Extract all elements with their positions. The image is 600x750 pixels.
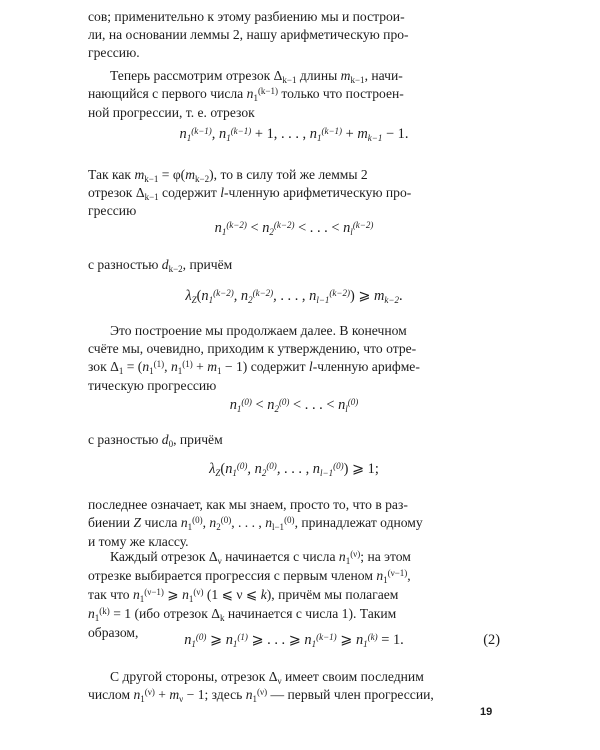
page-number: 19 <box>480 706 493 718</box>
equation-6: $n_1^{(0)}$ ⩾ $n_1^{(1)}$ ⩾ . . . ⩾ $n_1^{(k-1)}$ ⩾ $n_1^{(k)} = 1$. (2) <box>184 632 500 649</box>
paragraph-8: Каждый отрезок $\Delta_\nu$ начинается с числа $n_1^{(\nu)}$; на этом отрезке выбирается прогрессия с первым членом $n_1^{(\nu-1)}$, так что $n_1^{(\nu-1)}$ ⩾ $n_1^{(\nu)}$ (1 ⩽ ν ⩽ k), причём мы полагаем $n_1^{(k)} = 1$ (ибо отрезок $\Delta_k$ начинается с числа 1). Таким образом, <box>88 549 411 640</box>
equation-5: $\lambda_Z(n_1^{(0)}$, $n_2^{(0)}$, . . . , $n_{l-1}^{(0)}$) ⩾ 1; <box>209 461 379 478</box>
equation-4: $n_1^{(0)} < n_2^{(0)}$ < . . . < $n_l^{(0)}$ <box>229 397 359 414</box>
paragraph-2: Теперь рассмотрим отрезок $\Delta_{k-1}$ длины $m_{k-1}$, начи- нающийся с первого числа $n_1^{(k-1)}$ только что построен- ной прогрессии, т. е. отрезок <box>88 68 404 120</box>
equation-3: $\lambda_Z(n_1^{(k-2)}$, $n_2^{(k-2)}$, . . . , $n_{l-1}^{(k-2)}$) ⩾ $m_{k-2}$. <box>185 288 403 305</box>
equation-1: $n_1^{(k-1)}$, $n_1^{(k-1)} + 1$, . . . , $n_1^{(k-1)} + m_{k-1} - 1$. <box>179 126 409 143</box>
paragraph-9: С другой стороны, отрезок $\Delta_\nu$ имеет своим последним числом $n_1^{(\nu)} + m_\nu - 1$; здесь $n_1^{(\nu)}$ — первый член прогрессии, <box>88 669 434 704</box>
paragraph-7: последнее означает, как мы знаем, просто то, что в раз- биении Z числа $n_1^{(0)}$, $n_2^{(0)}$, . . . , $n_{l-1}^{(0)}$, принадлежат одному и тому же классу. <box>88 497 423 549</box>
paragraph-5: Это построение мы продолжаем далее. В конечном счёте мы, очевидно, приходим к утверждению, что отре- зок $\Delta_1 = (n_1^{(1)}$, $n_1^{(1)} + m_1 - 1$) содержит l-членную арифме- тическую прогрессию <box>88 323 420 393</box>
equation-number: (2) <box>483 632 500 648</box>
paragraph-3: Так как $m_{k-1} = \varphi(m_{k-2})$, то в силу той же леммы 2 отрезок $\Delta_{k-1}$ содержит l-членную арифметическую про- грессию <box>88 167 412 218</box>
equation-2: $n_1^{(k-2)} < n_2^{(k-2)}$ < . . . < $n_l^{(k-2)}$ <box>214 220 374 237</box>
paragraph-1: сов; применительно к этому разбиению мы и построи- ли, на основании леммы 2, нашу арифметическую про- грессию. <box>88 9 409 60</box>
paragraph-4: с разностью $d_{k-2}$, причём <box>88 257 233 274</box>
paragraph-6: с разностью $d_0$, причём <box>88 432 223 449</box>
page <box>88 0 500 750</box>
